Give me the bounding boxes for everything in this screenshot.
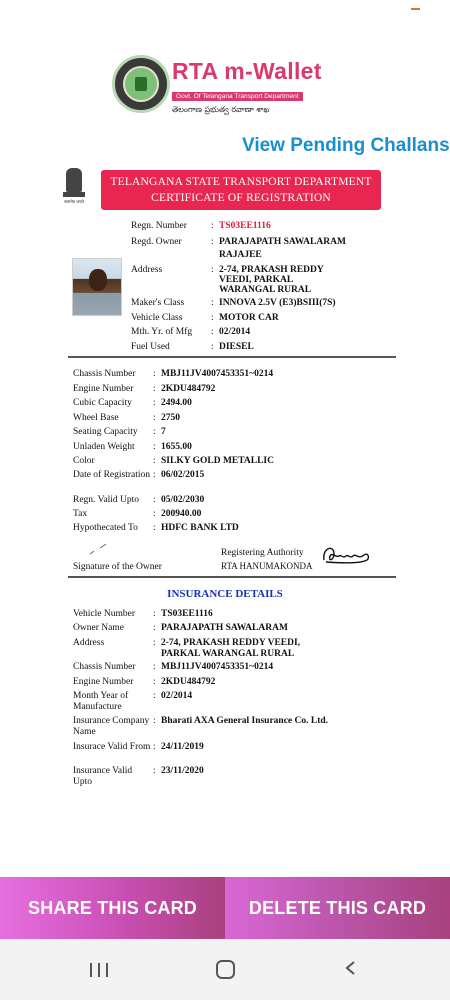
department-banner xyxy=(101,170,381,210)
insurance-title: INSURANCE DETAILS xyxy=(167,588,283,600)
divider xyxy=(68,356,396,358)
system-nav-bar xyxy=(0,939,450,1000)
delete-card-button[interactable]: DELETE THIS CARD xyxy=(225,877,450,939)
status-bar xyxy=(0,0,450,34)
telangana-emblem-icon xyxy=(112,55,170,113)
divider xyxy=(68,576,396,578)
registration-certificate: सत्यमेव जयते TELANGANA STATE TRANSPORT DEPARTMENT CERTIFICATE OF REGISTRATION Regn. Number : TS03EE1116 Regd. Owner : PARAJAPATH SAWALARAM RAJAJEE Address : 2-74, PRAKASH REDDY VEEDI, PARKAL WARANGAL RURAL Maker's Class : INNOVA 2.5V (E3)BSIII(7S) Vehicle Class : MOTOR CAR Mth. Yr. of Mfg : 02/2014 Fuel Used : DIESEL Chassis Number : MBJ11JV4007453351~0214 Engine Number : 2KDU484792 Cubic Capacity : 2494.00 Wheel Base : 2750 Seating Capacity : 7 Unladen Weight : 1655.00 Color : SILKY GOLD METALLIC Date of Registration : 06/02/2015 Regn. Valid Upto : 05/02/2030 Tax : 200940.00 Hypothecated To : HDFC BANK LTD Signature of the Owner Registering Authority RTA HANUMAKONDA INSURANCE DETAILS Vehicle Number : TS03EE1116 Owner Name : PARAJAPATH SAWALARAM Address : 2-74, PRAKASH REDDY VEEDI, PARKAL WARANGAL RURAL Chassis Number : MBJ11JV4007453351~0214 Engine Number : 2KDU484792 Month Year of Manufacture : 02/2014 Insurance Company Name : Bharati AXA General Insurance Co. Ltd. Insurace Valid From : 24/11/2019 Insurance Valid Upto : 23/11/2020 xyxy=(0,158,450,878)
share-card-button[interactable]: SHARE THIS CARD xyxy=(0,877,225,939)
recents-icon[interactable] xyxy=(90,963,108,977)
authority-signature-icon xyxy=(320,542,372,568)
certificate-title: CERTIFICATE OF REGISTRATION xyxy=(151,192,331,204)
dept-title: TELANGANA STATE TRANSPORT DEPARTMENT xyxy=(110,176,372,188)
battery-icon xyxy=(411,8,420,10)
regn-number: TS03EE1116 xyxy=(219,221,271,231)
owner-signature-label: Signature of the Owner xyxy=(73,562,162,572)
status-icons xyxy=(78,8,108,20)
app-header xyxy=(0,30,450,130)
status-right xyxy=(411,8,420,10)
authority-label: Registering Authority xyxy=(221,548,304,558)
owner-photo xyxy=(72,258,122,316)
home-icon[interactable] xyxy=(216,960,235,979)
view-pending-challans-link[interactable]: View Pending Challans xyxy=(242,135,450,156)
back-icon[interactable] xyxy=(344,961,358,975)
sync-icon xyxy=(96,8,108,20)
owner-signature-mark xyxy=(88,542,108,556)
notification-icon xyxy=(78,8,90,20)
brand-logo xyxy=(172,58,322,116)
brand-subtitle: Govt. Of Telangana Transport Department xyxy=(172,92,303,101)
authority-name: RTA HANUMAKONDA xyxy=(221,561,313,571)
brand-telugu-text: తెలంగాణ ప్రభుత్వ రవాణా శాఖ xyxy=(172,105,270,114)
brand-title: RTA m-Wallet xyxy=(172,58,322,84)
national-emblem-icon: सत्यमेव जयते xyxy=(60,168,88,208)
